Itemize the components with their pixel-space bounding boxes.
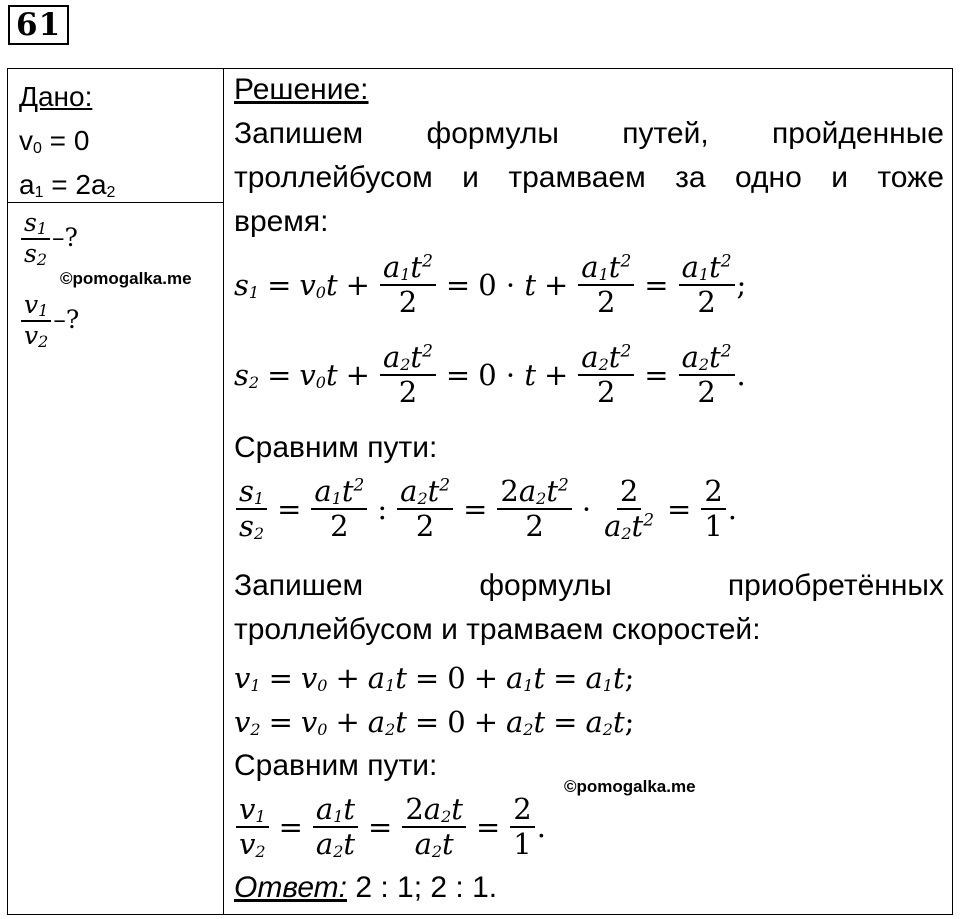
solution-table [7,68,953,915]
given-a1: $a_1 = 2a_2$ [19,169,116,201]
answer-label: Ответ: [234,871,347,904]
watermark-2: ©pomogalka.me [564,777,696,796]
intro-line-3: время: [234,205,329,238]
answer-value: 2 : 1; 2 : 1. [347,871,498,904]
compare-paths-2: Сравним пути: [234,749,438,782]
solution-title: Решение: [234,73,369,106]
answer [234,871,944,905]
watermark: ©pomogalka.me [60,269,192,288]
speeds-line-1: Запишем формулы приобретённых [234,569,944,602]
find-v-ratio: $\frac{v_1}{v_2}$ –? [19,291,79,352]
equation-s1: $s_1$ = $v_0t$ + $\frac{a_1t^2}{2}$ = 0 · t + $\frac{a_1t^2}{2}$ = $\frac{a_1t^2}{2}$ ; [234,250,747,320]
column-divider [223,69,224,914]
given-v0: $v_0 = 0$ [19,125,90,157]
intro-line-1: Запишем формулы путей, пройденные [234,117,944,150]
equation-path-ratio: $\frac{s_1}{s_2}$ = $\frac{a_1t^2}{2}$ : $\frac{a_2t^2}{2}$ = $\frac{2a_2t^2}{2}$ · $\frac{2}{a_2t^2}$ = $\frac{2}{1}$ . [234,475,944,544]
equation-v1: $v_1$ = $v_0$ + $a_1t$ = 0 + $a_1t$ = $a_1t$ ; [234,661,635,695]
equation-v2: $v_2$ = $v_0$ + $a_2t$ = 0 + $a_2t$ = $a_2t$ ; [234,705,635,739]
find-s-ratio: $\frac{s_1}{s_2}$ –? [19,209,78,270]
given-section [19,75,219,207]
equation-speed-ratio: $\frac{v_1}{v_2}$ = $\frac{a_1t}{a_2t}$ = $\frac{2a_2t}{a_2t}$ = $\frac{2}{1}$ . [234,793,944,862]
compare-paths-1: Сравним пути: [234,431,438,464]
intro-line-2: троллейбусом и трамваем за одно и тоже [234,161,944,194]
equation-s2: $s_2$ = $v_0t$ + $\frac{a_2t^2}{2}$ = 0 · t + $\frac{a_2t^2}{2}$ = $\frac{a_2t^2}{2}$ . [234,340,746,410]
speeds-line-2: троллейбусом и трамваем скоростей: [234,613,761,646]
problem-number: 61 [8,5,69,45]
given-title: Дано: [19,81,93,112]
